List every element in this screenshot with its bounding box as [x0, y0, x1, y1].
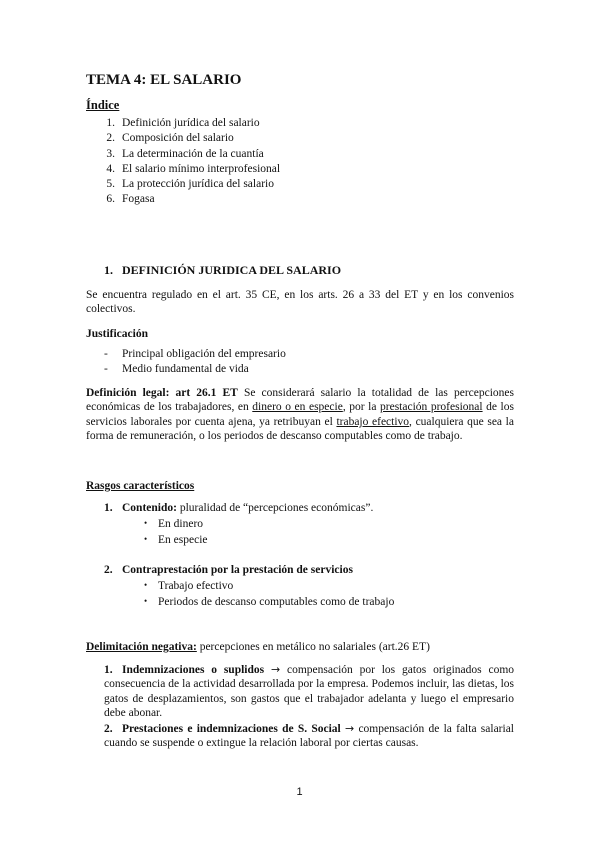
trait-item: 2. Contraprestación por la prestación de servicios	[104, 564, 353, 576]
justification-item: - Principal obligación del empresario	[104, 348, 286, 360]
page-number: 1	[296, 786, 303, 798]
justification-item: - Medio fundamental de vida	[104, 363, 249, 375]
trait-bullet: • Periodos de descanso computables como de trabajo	[144, 596, 395, 608]
trait-bullet: • En especie	[144, 534, 208, 546]
traits-heading: Rasgos característicos	[86, 480, 195, 492]
negative-item: 2. Prestaciones e indemnizaciones de S. Social → compensación de la falta salarial cuando se suspende o extingue la relación laboral por ciertas causas.	[104, 722, 514, 750]
index-item: 2. Composición del salario	[106, 132, 234, 145]
index-item: 3. La determinación de la cuantía	[106, 147, 264, 160]
trait-item: 1. Contenido: pluralidad de “percepciones económicas”.	[104, 502, 374, 514]
index-item: 1. Definición jurídica del salario	[106, 117, 260, 129]
regulation-paragraph: Se encuentra regulado en el art. 35 CE, en los arts. 26 a 33 del ET y en los convenios colectivos.	[86, 289, 514, 316]
trait-bullet: • En dinero	[144, 518, 204, 530]
negative-delimitation-line: Delimitación negativa: percepciones en metálico no salariales (art.26 ET)	[86, 641, 430, 653]
justification-heading: Justificación	[86, 328, 148, 340]
index-heading: Índice	[86, 98, 120, 112]
index-item: 5. La protección jurídica del salario	[106, 178, 274, 191]
legal-definition-paragraph: Definición legal: art 26.1 ET Se considerará salario la totalidad de las percepciones económicas de los trabajadores, en dinero o en especie, por la prestación profesional de los servicios laborales por cuenta ajena, ya retribuyan el trabajo efectivo, cualquiera que sea la forma de remuneración, o los periodos de descanso computables como de trabajo.	[86, 387, 514, 443]
section-heading: 1. DEFINICIÓN JURIDICA DEL SALARIO	[104, 263, 342, 277]
index-list	[86, 116, 280, 208]
index-item: 6. Fogasa	[106, 193, 155, 206]
arrow-right-icon: →	[270, 663, 281, 676]
index-item: 4. El salario mínimo interprofesional	[106, 162, 281, 175]
trait-bullet: • Trabajo efectivo	[144, 580, 234, 592]
negative-item: 1. Indemnizaciones o suplidos → compensación por los gatos originados como consecuencia de la actividad desarrollada por la empresa. Podemos incluir, las dietas, los gatos de desplazamientos, son gastos que el trabajador adelanta y luego el empresario debe abonar.	[104, 663, 515, 720]
arrow-right-icon: →	[344, 722, 355, 735]
document-title: TEMA 4: EL SALARIO	[86, 72, 242, 88]
